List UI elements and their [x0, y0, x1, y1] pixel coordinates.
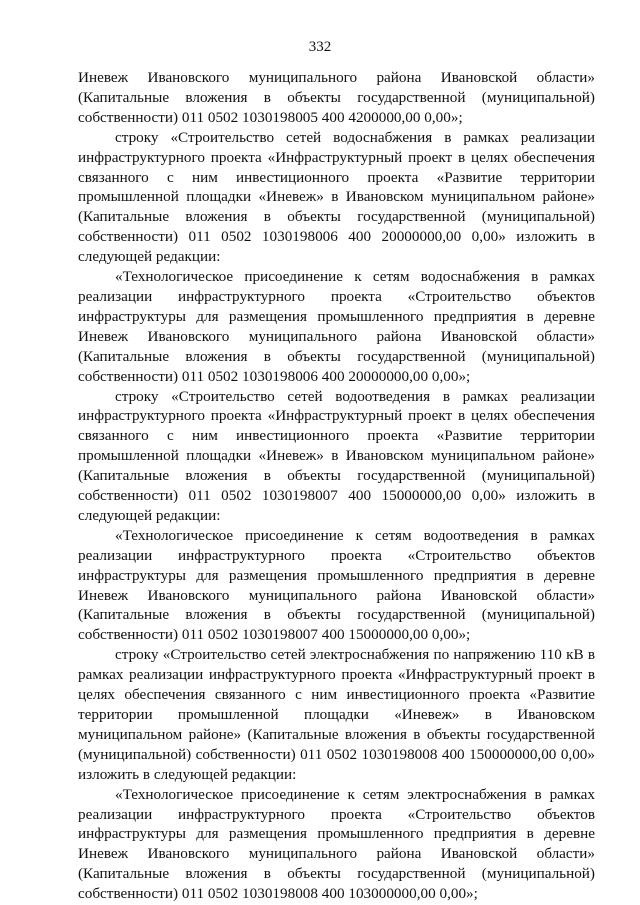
- paragraph-water-supply-old: строку «Строительство сетей водоснабжения в рамках реализации инфраструктурного проекта «Инфраструктурный проект в целях обеспечения связанного с ним инвестиционного проекта «Развитие территории промышленной площадки «Иневеж» в Ивановском муниципальном районе» (Капитальные вложения в объекты государственной (муниципальной) собственности) 011 0502 1030198006 400 20000000,00 0,00» изложить в следующей редакции:: [78, 128, 595, 266]
- paragraph-drainage-new: «Технологическое присоединение к сетям водоотведения в рамках реализации инфраструктурного проекта «Строительство объектов инфраструктуры для размещения промышленного предприятия в деревне Иневеж Ивановского муниципального района Ивановской области» (Капитальные вложения в объекты государственной (муниципальной) собственности) 011 0502 1030198007 400 15000000,00 0,00»;: [78, 526, 595, 644]
- paragraph-water-supply-new: «Технологическое присоединение к сетям водоснабжения в рамках реализации инфраструктурного проекта «Строительство объектов инфраструктуры для размещения промышленного предприятия в деревне Иневеж Ивановского муниципального района Ивановской области» (Капитальные вложения в объекты государственной (муниципальной) собственности) 011 0502 1030198006 400 20000000,00 0,00»;: [78, 268, 595, 385]
- page-number: 332: [308, 39, 332, 55]
- paragraph-power-supply-old: строку «Строительство сетей электроснабжения по напряжению 110 кВ в рамках реализации инфраструктурного проекта «Инфраструктурный проект в целях обеспечения связанного с ним инвестиционного проекта «Развитие территории промышленной площадки «Иневеж» в Ивановском муниципальном районе» (Капитальные вложения в объекты государственной (муниципальной) собственности) 011 0502 1030198008 400 150000000,00 0,00» изложить в следующей редакции:: [78, 646, 595, 783]
- document-body: [78, 68, 595, 904]
- paragraph-power-supply-new: «Технологическое присоединение к сетям электроснабжения в рамках реализации инфраструктурного проекта «Строительство объектов инфраструктуры для размещения промышленного предприятия в деревне Иневеж Ивановского муниципального района Ивановской области» (Капитальные вложения в объекты государственной (муниципальной) собственности) 011 0502 1030198008 400 103000000,00 0,00»;: [78, 785, 595, 903]
- paragraph-drainage-old: строку «Строительство сетей водоотведения в рамках реализации инфраструктурного проекта «Инфраструктурный проект в целях обеспечения связанного с ним инвестиционного проекта «Развитие территории промышленной площадки «Иневеж» в Ивановском муниципальном районе» (Капитальные вложения в объекты государственной (муниципальной) собственности) 011 0502 1030198007 400 15000000,00 0,00» изложить в следующей редакции:: [78, 387, 595, 524]
- paragraph-continuation: Иневеж Ивановского муниципального района Ивановской области» (Капитальные вложения в объекты государственной (муниципальной) собственности) 011 0502 1030198005 400 4200000,00 0,00»;: [78, 69, 595, 126]
